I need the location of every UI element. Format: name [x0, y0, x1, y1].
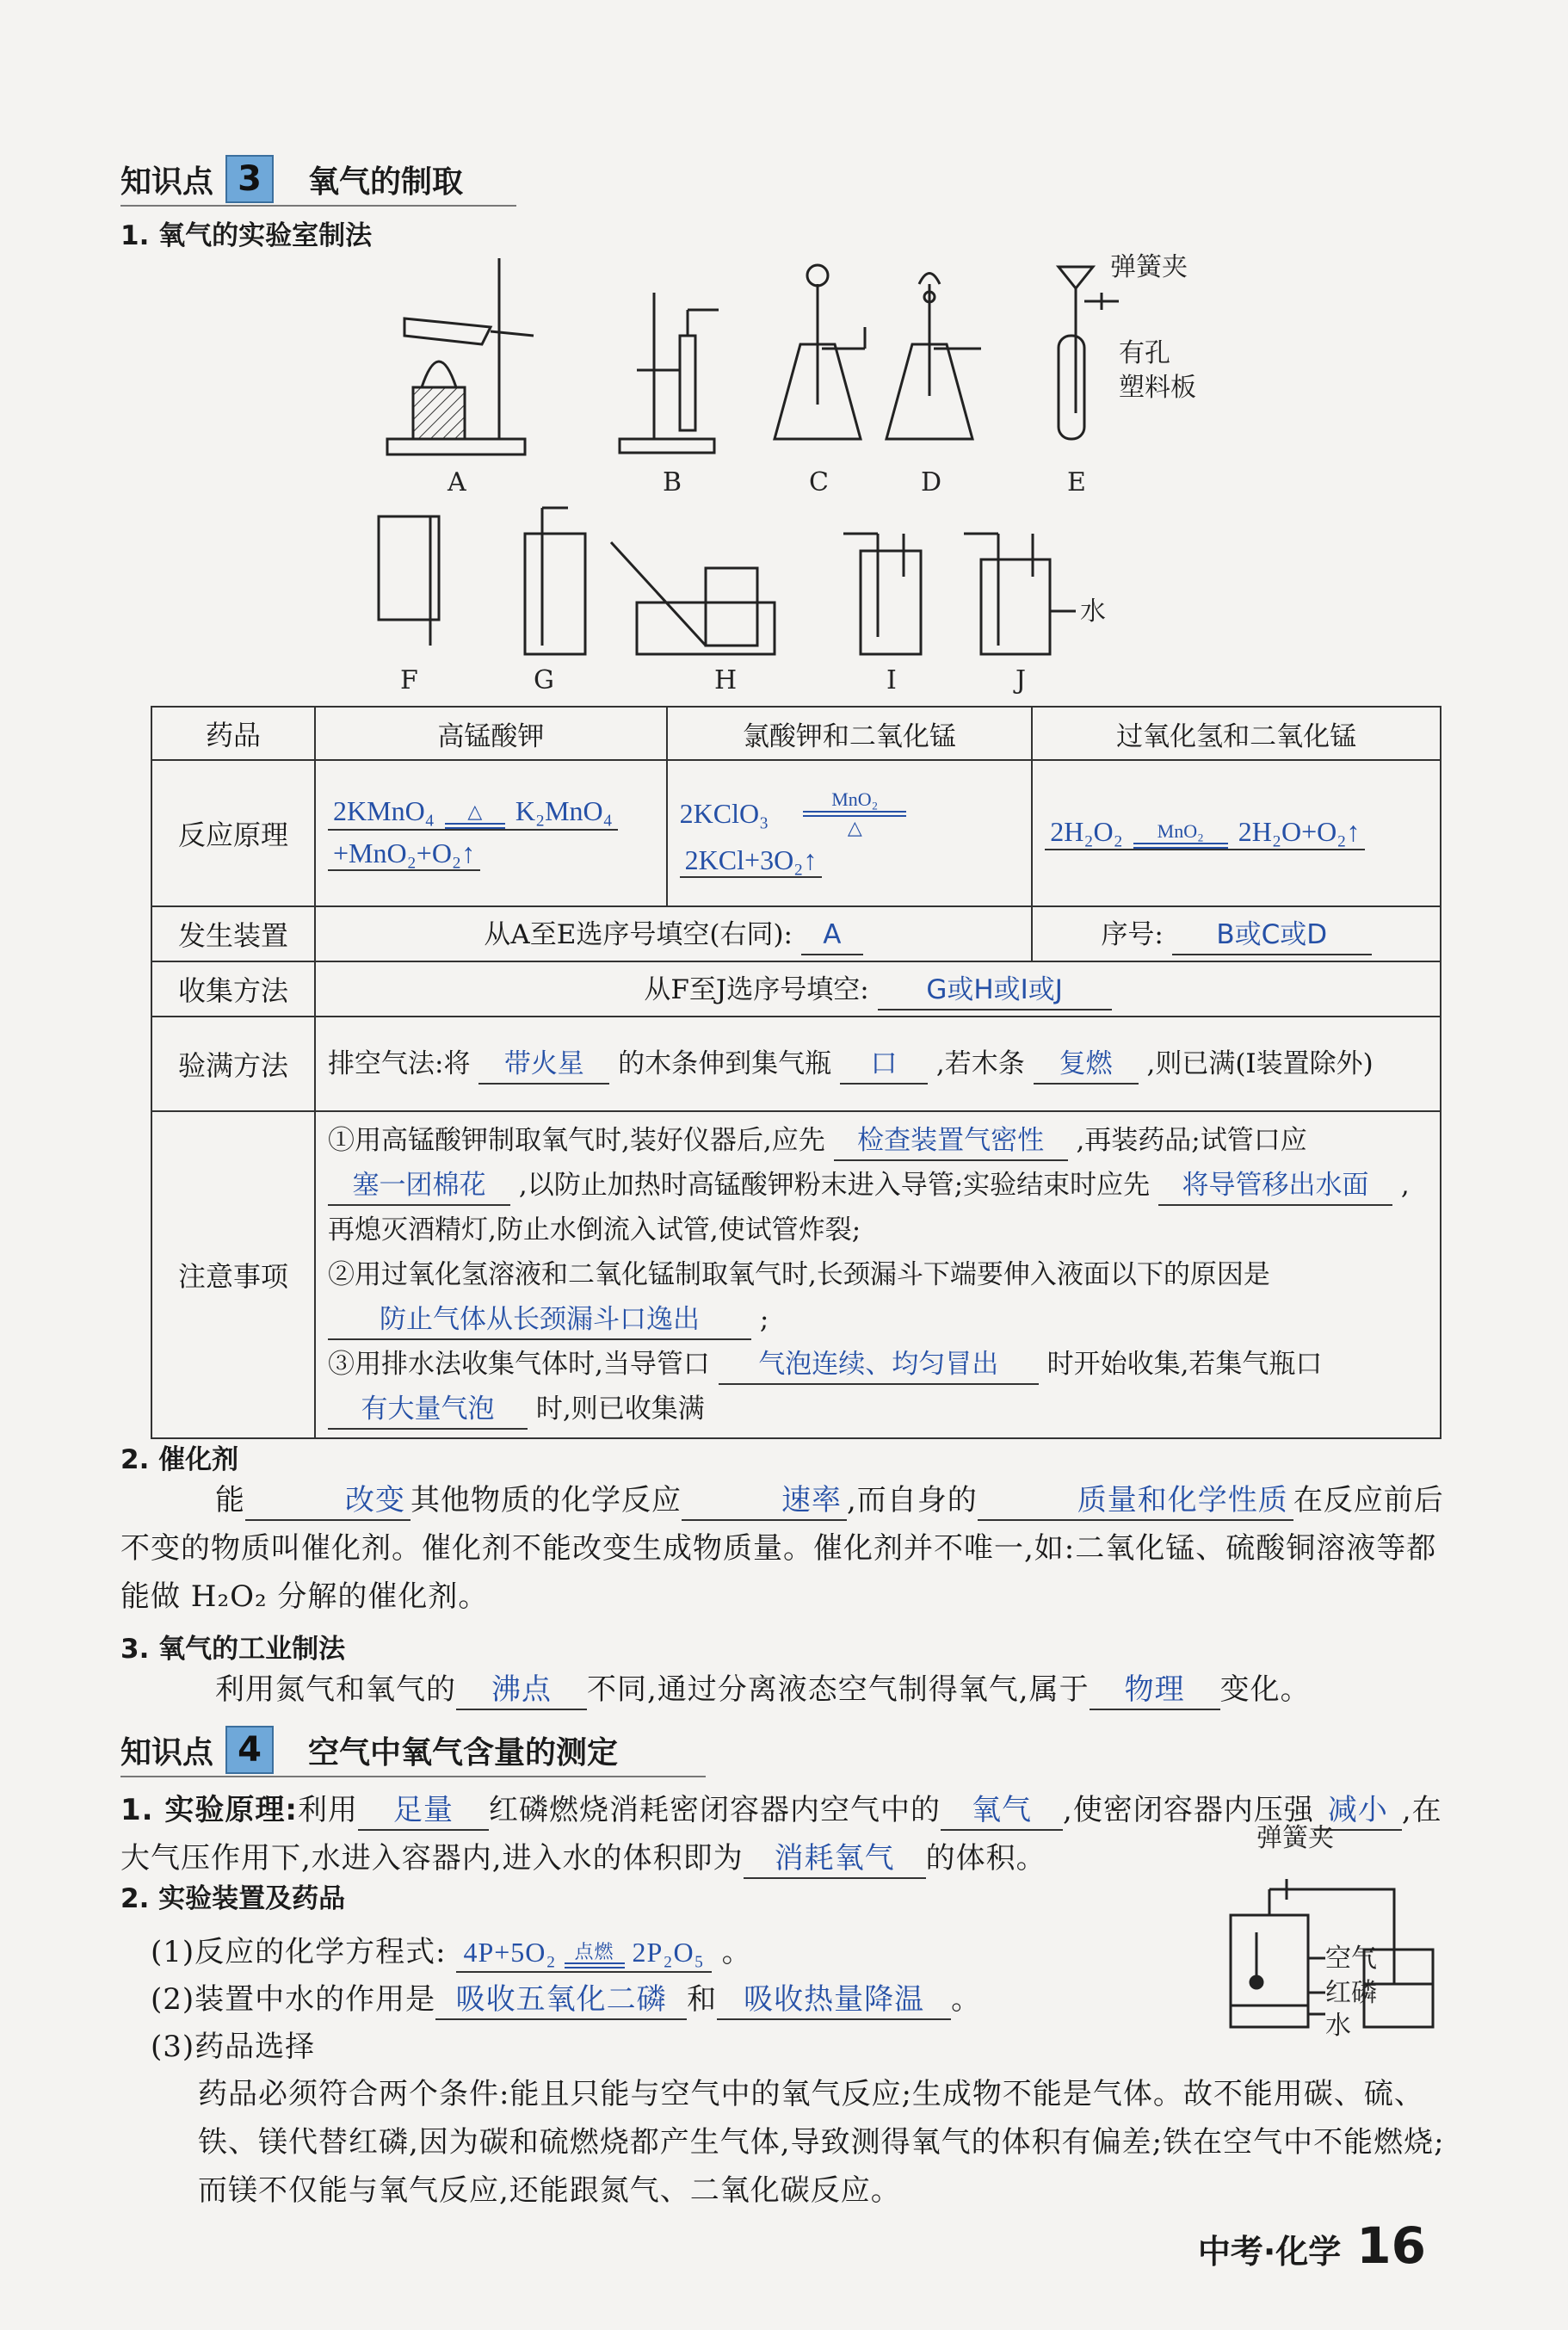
note-3 — [328, 1342, 1428, 1431]
s3-title: 3. 氧气的工业制法 — [120, 1634, 346, 1665]
kp3-rule — [120, 205, 516, 207]
apparatus-j — [964, 534, 1076, 654]
note1-text-a: ①用高锰酸钾制取氧气时,装好仪器后,应先 — [328, 1125, 825, 1156]
full-text-3: ,若木条 — [935, 1048, 1025, 1079]
label-a: A — [448, 467, 466, 498]
apparatus-c — [775, 265, 865, 439]
s5-q1 — [151, 1928, 1183, 1976]
note3-answer-1: 气泡连续、均匀冒出 — [719, 1345, 1039, 1385]
label-f: F — [400, 665, 418, 695]
s2-answer-1: 改变 — [245, 1481, 411, 1521]
th-collect: 收集方法 — [151, 961, 315, 1017]
label-d: D — [921, 467, 942, 498]
note3-text-c: 时,则已收集满 — [535, 1394, 705, 1425]
s2-title: 2. 催化剂 — [120, 1444, 239, 1475]
note1-answer-1: 检查装置气密性 — [834, 1122, 1068, 1161]
full-answer-1: 带火星 — [478, 1045, 609, 1085]
s3-text-3: 变化。 — [1219, 1672, 1311, 1707]
note3-text-b: 时开始收集,若集气瓶口 — [1046, 1349, 1323, 1380]
s4-answer-1: 足量 — [358, 1791, 489, 1831]
kp4-label: 知识点 — [120, 1734, 214, 1771]
s5-paragraph: 药品必须符合两个条件:能且只能与空气中的氧气反应;生成物不能是气体。故不能用碳、硫、铁、镁代替红磷,因为碳和硫燃烧都产生气体,导致测得氧气的体积有偏差;铁在空气中不能燃烧;而镁不仅能与氧气反应,还能跟氮气、二氧化碳反应。 — [198, 2077, 1445, 2208]
apparatus-a — [387, 258, 534, 454]
device-cell-1 — [315, 906, 1032, 961]
oxygen-prep-table — [151, 706, 1441, 1439]
s5-q2-answer-2: 吸收热量降温 — [717, 1981, 951, 2020]
apparatus-h — [611, 542, 775, 654]
s4-answer-3: 减小 — [1314, 1791, 1402, 1831]
note1-text-c: ,以防止加热时高锰酸钾粉末进入导管;实验结束时应先 — [518, 1170, 1151, 1201]
page-footer — [1198, 2216, 1426, 2275]
s5-q1-text: (1)反应的化学方程式: — [151, 1935, 447, 1969]
s2-answer-2: 速率 — [682, 1481, 847, 1521]
th-device: 发生装置 — [151, 906, 315, 961]
apparatus-figure — [327, 250, 1239, 706]
s4-text-1: 利用 — [298, 1793, 359, 1827]
full-answer-2: 口 — [840, 1045, 928, 1085]
device-prompt: 从A至E选序号填空(右同): — [484, 919, 793, 950]
s4-text-4: ,在大气压作用下,水进入容器内,进入水的体积即为 — [120, 1793, 1442, 1876]
kp3-number: 3 — [225, 155, 274, 203]
th-principle: 反应原理 — [151, 760, 315, 906]
full-answer-3: 复燃 — [1034, 1045, 1139, 1085]
device-prompt-2: 序号: — [1101, 919, 1164, 950]
s4-text-3: ,使密闭容器内压强 — [1063, 1793, 1314, 1827]
eq1-right: K₂MnO₄ — [515, 795, 613, 827]
eq2-condition-top: MnO₂ — [831, 788, 879, 810]
apparatus-e — [1059, 267, 1119, 439]
page-number: 16 — [1356, 2216, 1426, 2275]
apparatus-g — [525, 508, 585, 654]
eq2-condition-bottom: △ — [847, 817, 862, 838]
label-b: B — [663, 467, 682, 498]
collect-answer: G或H或I或J — [878, 971, 1112, 1010]
kp4-title: 空气中氧气含量的测定 — [308, 1734, 619, 1771]
s2-answer-3: 质量和化学性质 — [978, 1481, 1293, 1521]
e-plate-label-1: 有孔 — [1119, 338, 1170, 368]
apparatus-b — [620, 293, 719, 453]
e-plate-label-2: 塑料板 — [1119, 373, 1196, 403]
label-i: I — [886, 665, 897, 695]
device-cell-2 — [1032, 906, 1441, 961]
s5-q2 — [151, 1975, 1183, 2024]
s5-q1-end: 。 — [721, 1935, 752, 1969]
full-text-1: 排空气法:将 — [328, 1048, 471, 1079]
eq1-left: 2KMnO₄ — [333, 795, 435, 827]
footer-subject: 中考·化学 — [1197, 2233, 1342, 2271]
full-text-4: ,则已满(I装置除外) — [1146, 1048, 1374, 1079]
s4-title: 1. 实验原理: — [120, 1793, 299, 1827]
apparatus-i — [843, 534, 921, 654]
fig-p-label: 红磷 — [1325, 1978, 1377, 2008]
s3-text-2: 不同,通过分离液态空气制得氧气,属于 — [587, 1672, 1090, 1707]
th-drug: 药品 — [151, 707, 315, 760]
eq1-condition: △ — [467, 800, 483, 822]
col-kmno4: 高锰酸钾 — [315, 707, 667, 760]
s5-eq-condition: 点燃 — [574, 1941, 614, 1963]
s5-q2-end: 。 — [951, 1982, 982, 2017]
s5-title: 2. 实验装置及药品 — [120, 1883, 346, 1914]
s5-eq-left: 4P+5O₂ — [463, 1937, 557, 1968]
s5-equation — [456, 1933, 711, 1973]
label-j: J — [1015, 665, 1027, 695]
full-cell — [315, 1017, 1441, 1111]
s3-paragraph — [215, 1666, 1446, 1714]
notes-cell — [315, 1111, 1441, 1438]
fig-air-label: 空气 — [1325, 1944, 1377, 1974]
th-full: 验满方法 — [151, 1017, 315, 1111]
s4-answer-2: 氧气 — [941, 1791, 1063, 1831]
s5-q2-mid: 和 — [687, 1982, 718, 2017]
apparatus-d — [886, 274, 981, 440]
label-h: H — [714, 665, 738, 695]
s2-text-1: 能 — [215, 1483, 245, 1517]
eq3-left: 2H₂O₂ — [1050, 815, 1123, 847]
s1-title: 1. 氧气的实验室制法 — [120, 220, 373, 251]
s3-text-1: 利用氮气和氧气的 — [215, 1672, 456, 1707]
s4-text-5: 的体积。 — [925, 1841, 1046, 1876]
kp4-rule — [120, 1776, 706, 1777]
kp4-header — [120, 1726, 618, 1774]
kp3-header — [120, 155, 463, 203]
s3-answer-2: 物理 — [1090, 1671, 1220, 1710]
eq2-left: 2KClO₃ — [679, 798, 769, 829]
kp3-label: 知识点 — [120, 164, 214, 200]
note-1 — [328, 1118, 1428, 1252]
eq-kmno4 — [315, 760, 667, 906]
s2-text-4: 在反应前后不变的物质叫催化剂。催化剂不能改变生成物质量。催化剂并不唯一,如:二氧化锰、硫酸铜溶液等都能做 H₂O₂ 分解的催化剂。 — [120, 1483, 1444, 1614]
kp3-title: 氧气的制取 — [308, 164, 464, 200]
note2-answer: 防止气体从长颈漏斗口逸出 — [328, 1301, 751, 1340]
fig-water-label: 水 — [1325, 2011, 1351, 2041]
s3-answer-1: 沸点 — [456, 1671, 587, 1710]
device-answer-2: B或C或D — [1172, 916, 1372, 955]
th-notes: 注意事项 — [151, 1111, 315, 1438]
eq3-condition: MnO₂ — [1157, 820, 1204, 843]
col-h2o2: 过氧化氢和二氧化锰 — [1032, 707, 1441, 760]
s4-text-2: 红磷燃烧消耗密闭容器内空气中的 — [489, 1793, 941, 1827]
s5-q3: (3)药品选择 — [151, 2030, 316, 2064]
oxygen-content-figure — [1205, 1820, 1454, 2044]
note1-answer-2: 塞一团棉花 — [328, 1166, 510, 1206]
s2-text-3: ,而自身的 — [847, 1483, 978, 1517]
apparatus-f — [379, 516, 439, 646]
note1-text-d: ,再熄灭酒精灯,防止水倒流入试管,使试管炸裂; — [328, 1170, 1410, 1245]
eq-h2o2 — [1032, 760, 1441, 906]
eq-kclo3 — [667, 760, 1033, 906]
s2-paragraph — [120, 1476, 1446, 1621]
label-g: G — [534, 665, 554, 695]
collect-prompt: 从F至J选序号填空: — [644, 974, 869, 1005]
s5-q2-text: (2)装置中水的作用是 — [151, 1982, 436, 2017]
collect-cell — [315, 961, 1441, 1017]
label-c: C — [809, 467, 829, 498]
col-kclo3: 氯酸钾和二氧化锰 — [667, 707, 1033, 760]
s2-text-2: 其他物质的化学反应 — [411, 1483, 682, 1517]
note1-answer-3: 将导管移出水面 — [1158, 1166, 1392, 1206]
e-clip-label: 弹簧夹 — [1110, 252, 1188, 282]
note3-text-a: ③用排水法收集气体时,当导管口 — [328, 1349, 710, 1380]
eq3-right: 2H₂O+O₂↑ — [1238, 815, 1361, 847]
full-text-2: 的木条伸到集气瓶 — [618, 1048, 832, 1079]
s4-answer-4: 消耗氧气 — [744, 1839, 926, 1879]
kp4-number: 4 — [225, 1726, 274, 1774]
note2-text-b: ; — [759, 1304, 769, 1335]
eq1-right2: +MnO₂+O₂↑ — [328, 837, 480, 871]
j-water-label: 水 — [1080, 596, 1106, 627]
device-answer-1: A — [801, 916, 863, 955]
note3-answer-2: 有大量气泡 — [328, 1390, 528, 1430]
note2-text-a: ②用过氧化氢溶液和二氧化锰制取氧气时,长颈漏斗下端要伸入液面以下的原因是 — [328, 1259, 1270, 1290]
s5-eq-right: 2P₂O₅ — [632, 1937, 705, 1968]
eq2-right: 2KCl+3O₂↑ — [680, 844, 823, 878]
label-e: E — [1067, 467, 1086, 498]
note-2 — [328, 1252, 1428, 1342]
s5-q2-answer-1: 吸收五氧化二磷 — [435, 1981, 687, 2020]
note1-text-b: ,再装药品;试管口应 — [1076, 1125, 1307, 1156]
fig-clip-label: 弹簧夹 — [1256, 1823, 1334, 1853]
